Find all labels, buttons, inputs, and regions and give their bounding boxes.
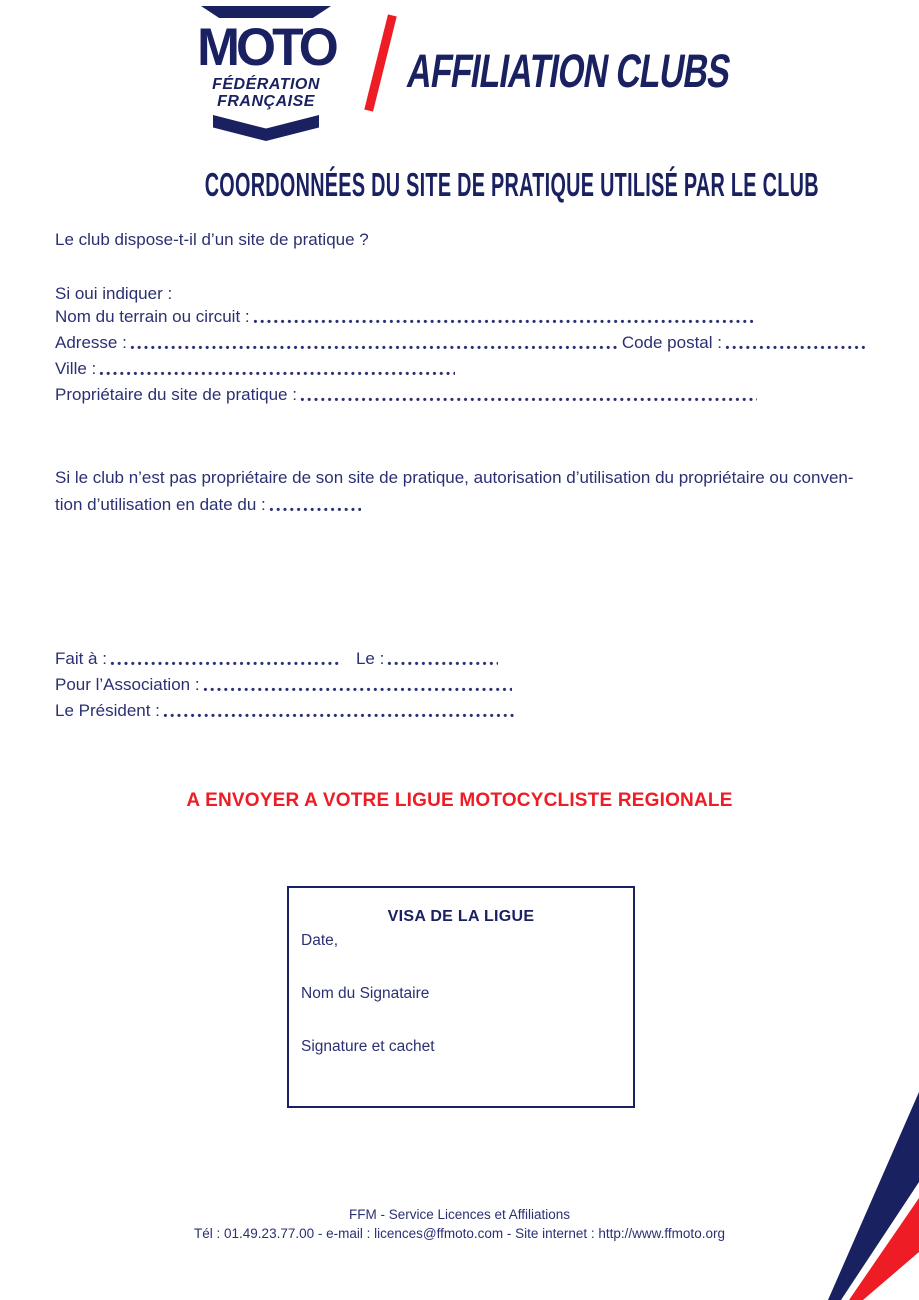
corner-stripes-icon xyxy=(819,1080,919,1300)
logo-top-bar-icon xyxy=(201,6,331,18)
field-adresse xyxy=(55,332,865,353)
fait-a-line xyxy=(55,648,498,669)
visa-box-title: VISA DE LA LIGUE xyxy=(387,908,535,925)
page-title: COORDONNÉES DU SITE DE PRATIQUE UTILISÉ PAR LE CLUB xyxy=(204,166,819,203)
field-ville xyxy=(55,358,455,379)
adresse-label: Adresse : xyxy=(55,333,127,352)
footer-service-line: FFM - Service Licences et Affiliations xyxy=(348,1207,571,1222)
visa-signature-label: Signature et cachet xyxy=(301,1038,435,1055)
question-line: Le club dispose-t-il d’un site de pratique ? xyxy=(55,230,369,249)
logo-federation-line: FÉDÉRATION xyxy=(212,76,320,93)
authorization-line1: Si le club n’est pas propriétaire de son site de pratique, autorisation d’utilisation du propriétaire ou conven- xyxy=(55,468,854,487)
association-dotted-line xyxy=(203,687,512,692)
proprietaire-dotted-line xyxy=(300,397,757,402)
code-postal-label: Code postal : xyxy=(621,333,722,352)
proprietaire-label: Propriétaire du site de pratique : xyxy=(55,385,297,404)
date-du-dotted-line xyxy=(269,507,361,512)
ville-dotted-line xyxy=(99,371,455,376)
date-du-label: tion d’utilisation en date du : xyxy=(55,495,266,514)
send-notice: A ENVOYER A VOTRE LIGUE MOTOCYCLISTE REGIONALE xyxy=(186,790,733,811)
document-title: AFFILIATION CLUBS xyxy=(404,44,734,97)
page-footer xyxy=(0,1205,919,1243)
ville-label: Ville : xyxy=(55,359,97,378)
logo-chevron-icon xyxy=(213,115,319,141)
fait-a-label: Fait à : xyxy=(55,649,107,668)
association-label: Pour l’Association : xyxy=(55,675,200,694)
authorization-line2 xyxy=(55,491,867,518)
president-label: Le Président : xyxy=(55,701,160,720)
president-dotted-line xyxy=(163,713,517,718)
terrain-dotted-line xyxy=(253,319,755,324)
logo-francaise-line: FRANÇAISE xyxy=(217,93,315,110)
visa-signatory-label: Nom du Signataire xyxy=(301,985,430,1002)
code-postal-dotted-line xyxy=(725,345,865,350)
association-line xyxy=(55,674,512,695)
red-slash-icon xyxy=(364,14,396,111)
visa-date-label: Date, xyxy=(301,932,339,949)
field-proprietaire xyxy=(55,384,757,405)
if-yes-line: Si oui indiquer : xyxy=(55,284,173,303)
footer-contact-line: Tél : 01.49.23.77.00 - e-mail : licences@ffmoto.com - Site internet : http://www.ffmoto.org xyxy=(194,1226,725,1241)
adresse-dotted-line xyxy=(130,345,618,350)
terrain-label: Nom du terrain ou circuit : xyxy=(55,307,250,326)
ffm-logo xyxy=(185,6,347,141)
fait-a-dotted-line xyxy=(110,661,342,666)
president-line xyxy=(55,700,517,721)
le-label: Le : xyxy=(355,649,385,668)
le-dotted-line xyxy=(387,661,498,666)
authorization-paragraph xyxy=(55,464,867,518)
visa-box xyxy=(287,886,635,1108)
field-terrain xyxy=(55,306,755,327)
logo-word: MOTO xyxy=(197,18,335,77)
